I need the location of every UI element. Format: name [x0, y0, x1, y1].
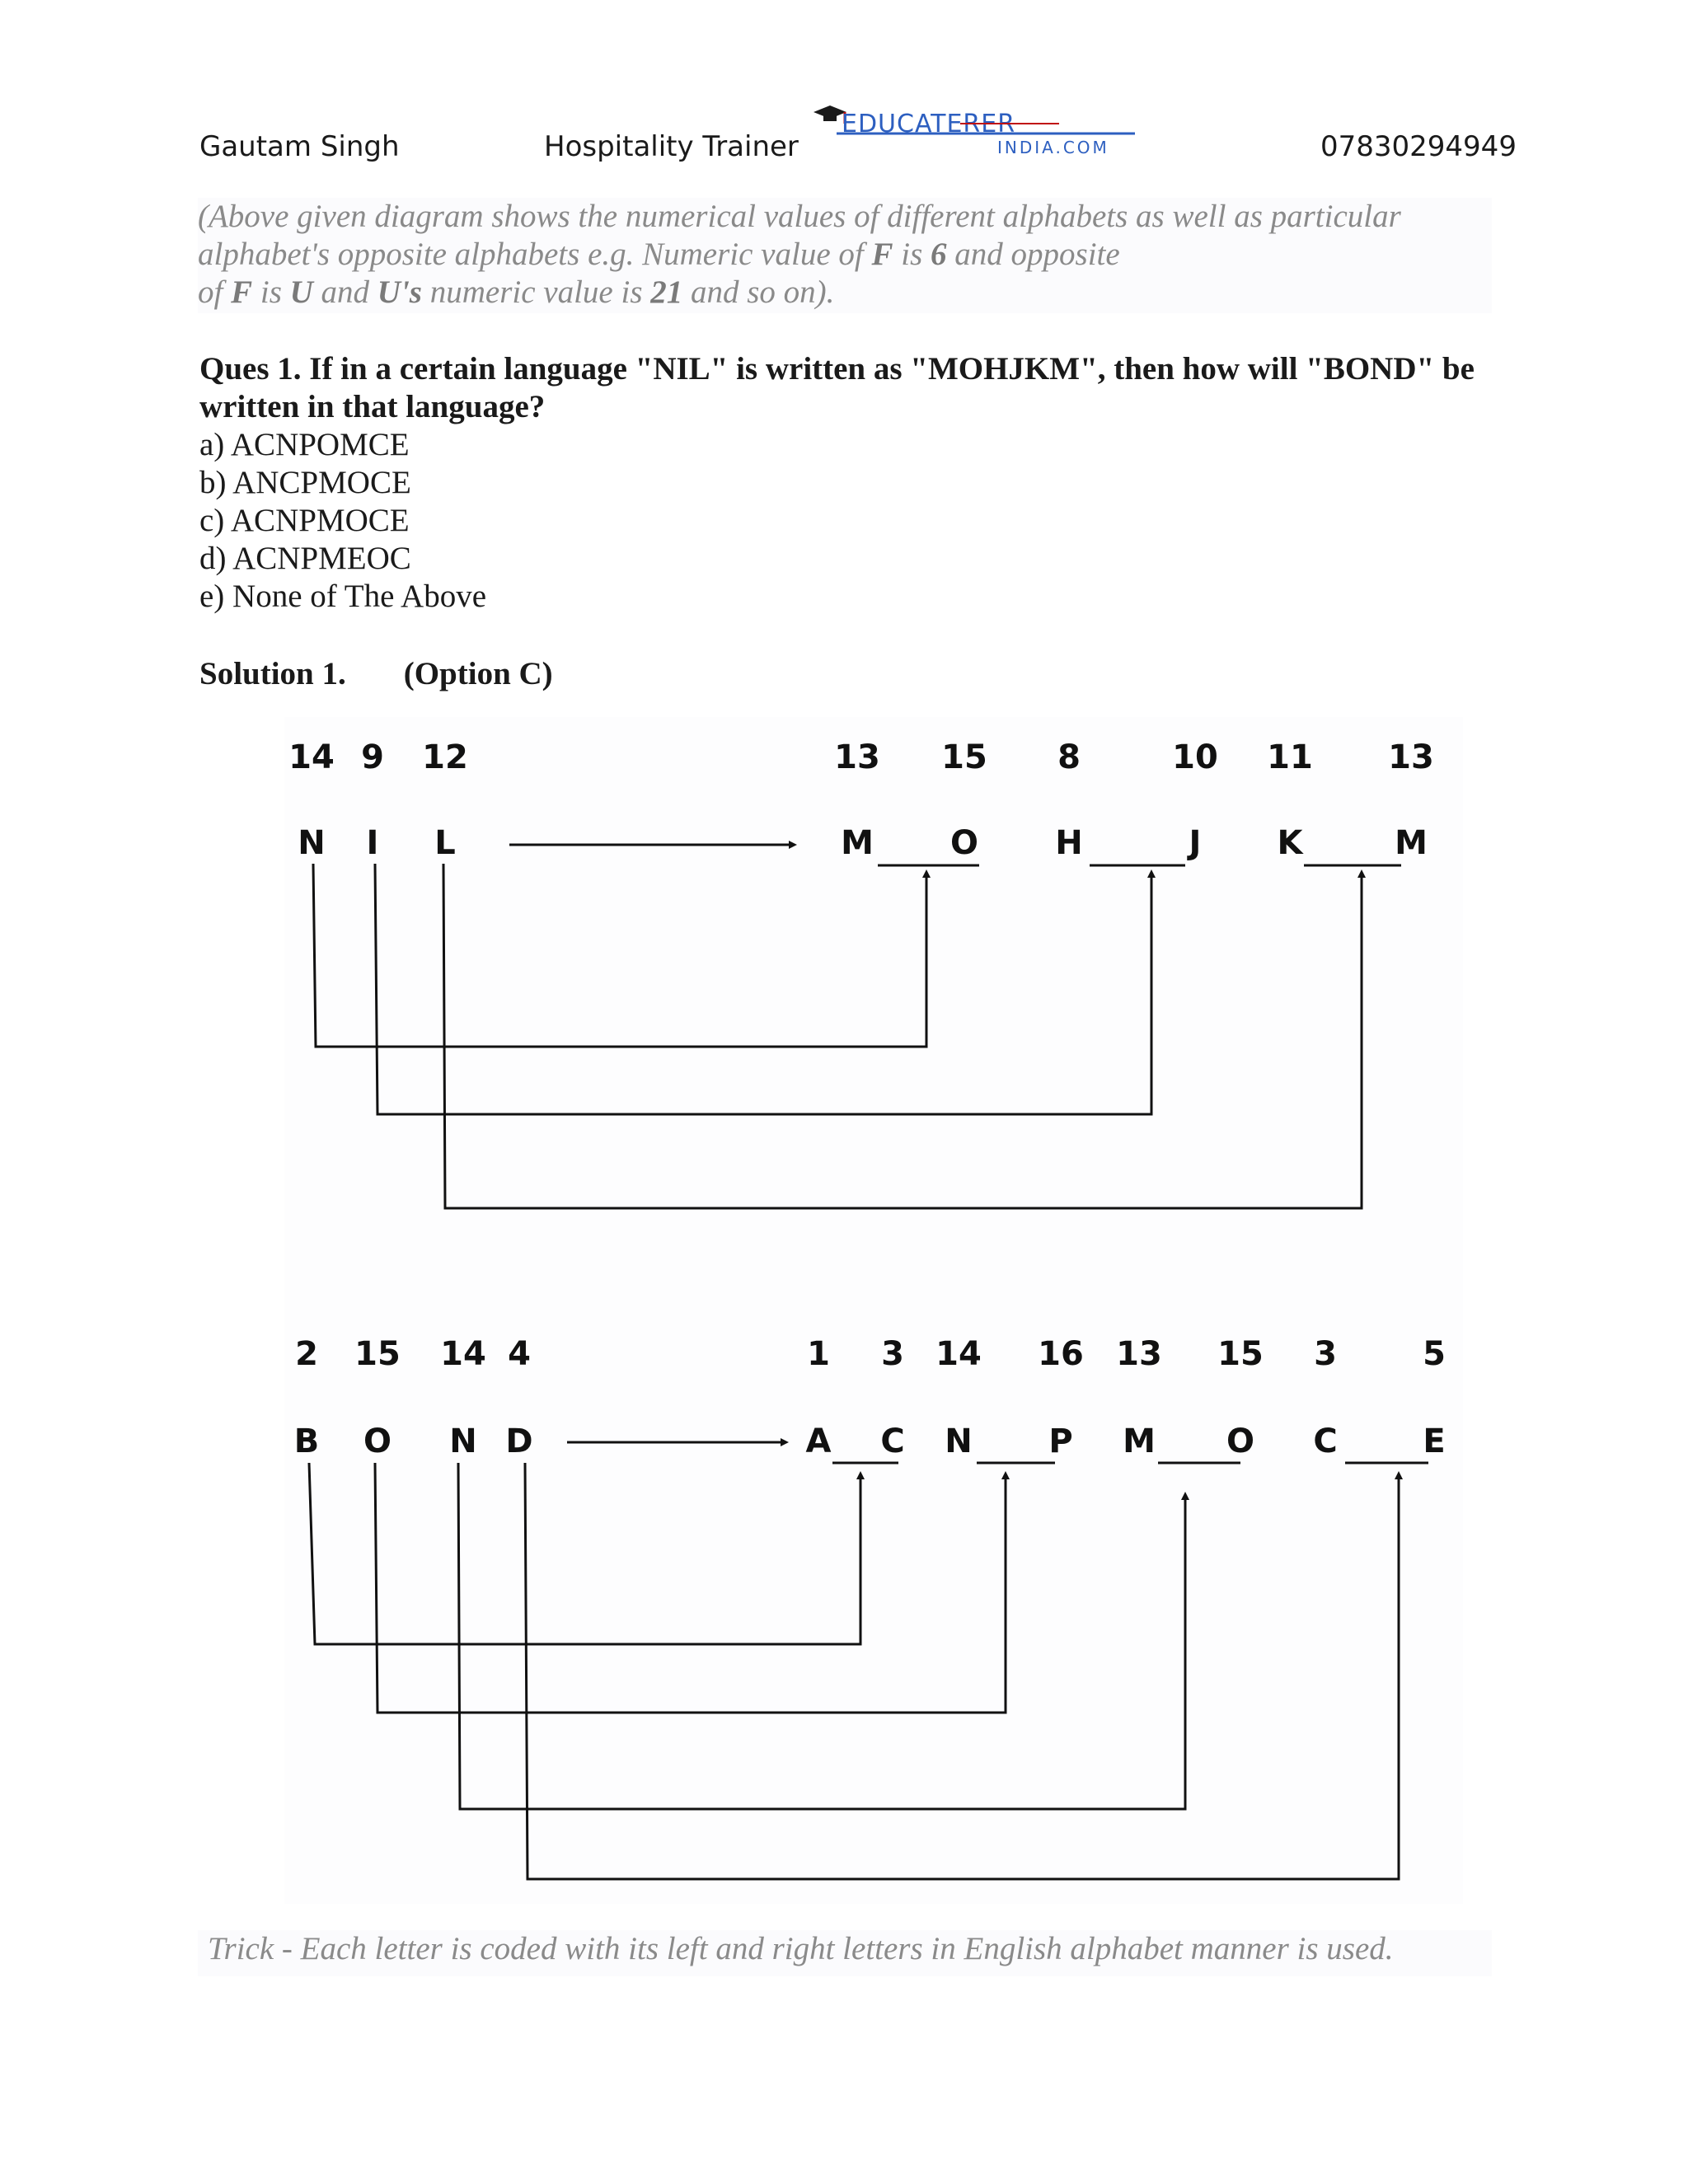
- diagram2-connector-O: [375, 1463, 1006, 1713]
- diagram2-source-number: 14: [440, 1335, 486, 1373]
- diagram1-connector-N: [313, 864, 926, 1047]
- diagram1-source-letter: I: [366, 824, 379, 862]
- educaterer-logo: [812, 99, 1137, 158]
- diagram2-target-number: 3: [1314, 1335, 1337, 1373]
- solution-label: Solution 1.: [199, 656, 346, 691]
- diagram1-target-number: 15: [941, 738, 987, 776]
- diagram2-source-number: 15: [354, 1335, 401, 1373]
- diagram1-target-letter: H: [1055, 824, 1083, 862]
- diagram1-target-letter: M: [1395, 824, 1428, 862]
- diagram2-target-number: 16: [1038, 1335, 1084, 1373]
- diagram1-source-number: 12: [422, 738, 468, 776]
- question-block: [199, 350, 1502, 616]
- diagram2-source-number: 2: [295, 1335, 318, 1373]
- diagram2-source-letter: D: [505, 1422, 533, 1460]
- diagram1-source-letter: N: [298, 824, 326, 862]
- diagram2-target-letter: N: [945, 1422, 973, 1460]
- trick-note: Trick - Each letter is coded with its left and right letters in English alphabet manner is used.: [198, 1930, 1492, 1976]
- option-e: e) None of The Above: [199, 579, 487, 614]
- diagram2-connector-B: [309, 1463, 860, 1644]
- diagram1-target-number: 13: [1388, 738, 1434, 776]
- diagram2-connector-D: [525, 1463, 1399, 1879]
- diagram2-target-number: 13: [1116, 1335, 1162, 1373]
- header-phone: 07830294949: [1320, 130, 1517, 163]
- diagram1-target-letter: K: [1277, 824, 1303, 862]
- diagram2-target-letter: M: [1123, 1422, 1156, 1460]
- note-line-2: alphabet's opposite alphabets e.g. Numeric value of F is 6 and opposite: [198, 237, 1120, 272]
- coding-diagram: [284, 717, 1463, 1904]
- diagram2-target-letter: C: [880, 1422, 905, 1460]
- diagram1-target-number: 11: [1267, 738, 1313, 776]
- solution-answer: (Option C): [403, 656, 553, 691]
- diagram2-target-number: 14: [935, 1335, 982, 1373]
- logo-text-top: EDUCATERER: [842, 110, 1016, 138]
- diagram2-source-letter: O: [363, 1422, 392, 1460]
- option-b: b) ANCPMOCE: [199, 465, 411, 500]
- diagram2-target-letter: P: [1048, 1422, 1073, 1460]
- diagram2-target-number: 15: [1217, 1335, 1264, 1373]
- diagram2-target-number: 5: [1423, 1335, 1446, 1373]
- diagram2-target-number: 3: [881, 1335, 904, 1373]
- option-c: c) ACNPMOCE: [199, 503, 410, 538]
- header-author: Gautam Singh: [199, 130, 400, 163]
- diagram2-connector-N: [458, 1463, 1185, 1809]
- diagram1-target-number: 13: [834, 738, 880, 776]
- header-role: Hospitality Trainer: [544, 130, 799, 163]
- diagram2-target-letter: A: [805, 1422, 832, 1460]
- diagram2-target-letter: C: [1313, 1422, 1338, 1460]
- note-line-3: of F is U and U's numeric value is 21 and so on).: [198, 274, 835, 310]
- note-line-1: (Above given diagram shows the numerical values of different alphabets as well as particular: [198, 199, 1401, 234]
- diagram1-connector-I: [375, 864, 1151, 1114]
- diagram1-target-letter: O: [950, 824, 979, 862]
- diagram1-connector-L: [443, 864, 1362, 1208]
- diagram2-target-letter: E: [1423, 1422, 1446, 1460]
- diagram1-target-number: 10: [1172, 738, 1218, 776]
- option-d: d) ACNPMEOC: [199, 541, 411, 576]
- diagram1-source-number: 14: [288, 738, 335, 776]
- option-a: a) ACNPOMCE: [199, 427, 410, 462]
- diagram1-target-letter: J: [1189, 824, 1202, 862]
- diagram2-source-number: 4: [508, 1335, 531, 1373]
- diagram2-target-letter: O: [1226, 1422, 1255, 1460]
- diagram2-source-letter: N: [449, 1422, 477, 1460]
- logo-text-bottom: INDIA.COM: [997, 138, 1109, 157]
- coding-diagram-svg: [284, 717, 1463, 1904]
- diagram1-source-letter: L: [434, 824, 456, 862]
- diagram1-target-number: 8: [1057, 738, 1081, 776]
- diagram2-source-letter: B: [293, 1422, 320, 1460]
- question-text: Ques 1. If in a certain language "NIL" is written as "MOHJKM", then how will "BOND" be written in that language?: [199, 351, 1475, 424]
- explanatory-note: [198, 198, 1492, 313]
- diagram1-source-number: 9: [361, 738, 384, 776]
- diagram2-target-number: 1: [807, 1335, 830, 1373]
- solution-heading: [199, 655, 553, 692]
- diagram1-target-letter: M: [841, 824, 874, 862]
